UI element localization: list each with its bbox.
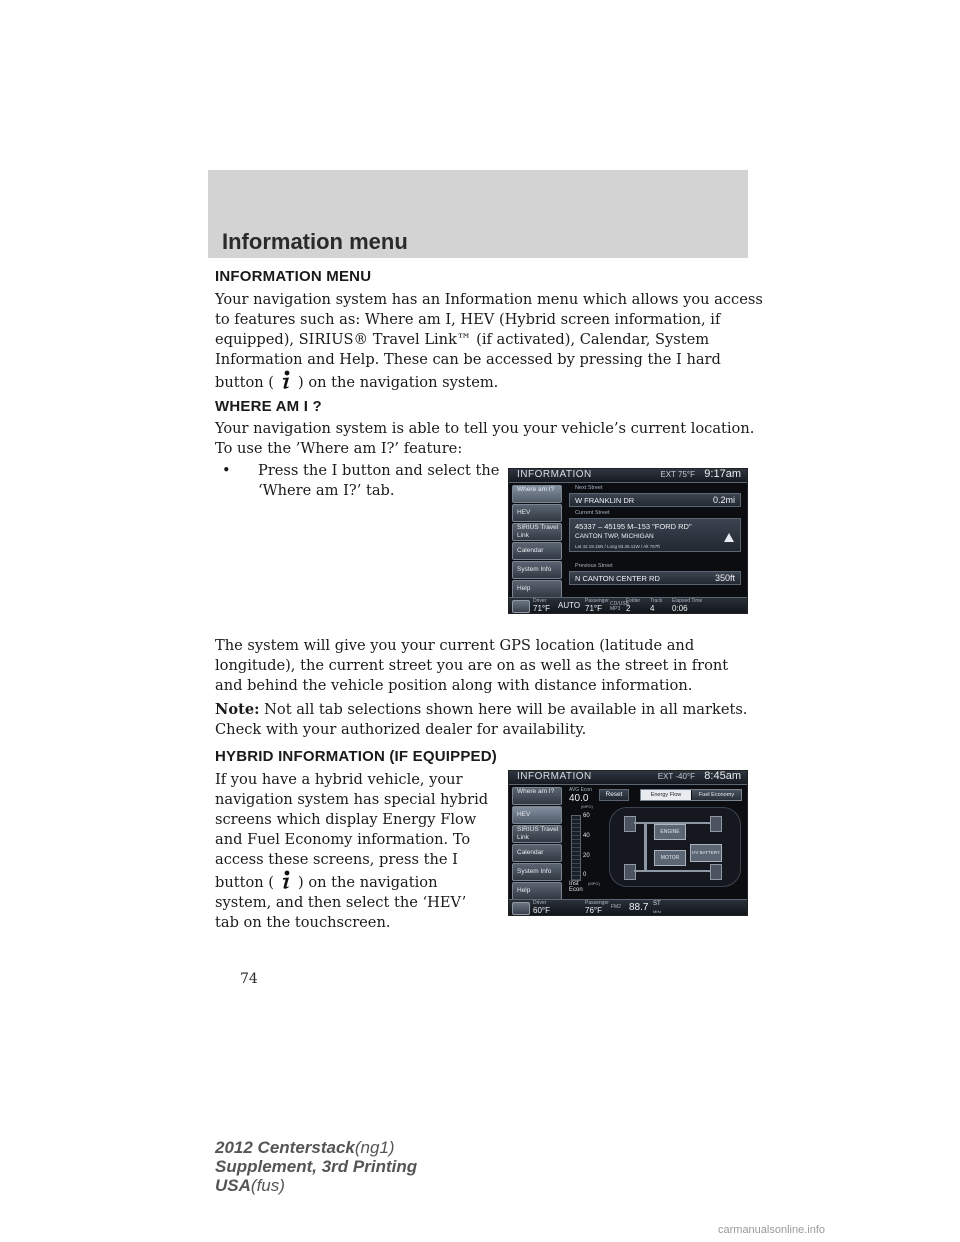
driver-temp: 60°F — [533, 906, 550, 915]
screen-temp: EXT 75°F — [660, 470, 695, 479]
footer-text: 2012 Centerstack — [215, 1138, 355, 1157]
track-label: Track — [650, 598, 663, 604]
footer-text: (ng1) — [354, 1138, 395, 1157]
tab-where-am-i: Where am I? — [512, 787, 562, 805]
gauge-tick-60: 60 — [583, 813, 590, 819]
current-city-value: CANTON TWP, MICHIGAN — [575, 533, 654, 540]
footer-text: (fus) — [250, 1176, 285, 1195]
energy-flow-tab: Energy Flow — [641, 790, 691, 800]
passenger-label: Passenger — [585, 900, 609, 906]
current-street-row — [569, 518, 741, 552]
front-wheel-left — [624, 816, 636, 832]
where-am-i-screenshot — [508, 468, 748, 614]
home-icon — [512, 600, 530, 613]
hev-screenshot — [508, 770, 748, 916]
screen-time: 9:17am — [704, 468, 741, 480]
text-line: The system will give you your current GPS location (latitude and — [215, 637, 695, 654]
text-fragment: button ( — [215, 874, 274, 891]
text-line: tab on the touchscreen. — [215, 914, 391, 931]
audio-source: CD/USB MP3 — [610, 601, 629, 612]
front-wheel-right — [710, 816, 722, 832]
tab-sirius-travel-link: SIRIUS Travel Link — [512, 825, 562, 843]
text-line: equipped), SIRIUS® Travel Link™ (if activated), Calendar, System — [215, 331, 710, 348]
energy-flow-diagram — [609, 807, 741, 887]
info-icon — [278, 370, 294, 390]
battery-block: HV BATTERY — [690, 844, 722, 862]
tab-help: Help — [512, 882, 562, 900]
passenger-temp: 71°F — [585, 604, 602, 613]
tab-calendar: Calendar — [512, 542, 562, 560]
driver-label: Driver — [533, 598, 547, 604]
text-line: longitude), the current street you are on as well as the street in front — [215, 657, 729, 674]
tab-calendar: Calendar — [512, 844, 562, 862]
text-line: Your navigation system has an Information menu which allows you access — [215, 291, 763, 308]
screen-footer — [509, 597, 747, 613]
heading-where-am-i: WHERE AM I ? — [215, 398, 322, 415]
driver-temp: 71°F — [533, 604, 550, 613]
section-title: Information menu — [222, 229, 408, 254]
tab-system-info: System Info — [512, 561, 562, 579]
paragraph-where-am-i — [215, 419, 754, 459]
text-line: and behind the vehicle position along with distance information. — [215, 677, 693, 694]
gauge-tick-20: 20 — [583, 853, 590, 859]
tab-system-info: System Info — [512, 863, 562, 881]
text-fragment: button ( — [215, 374, 274, 391]
bullet-text — [258, 461, 499, 501]
driver-label: Driver — [533, 900, 547, 906]
current-street-value: 45337 – 45195 M–153 "FORD RD" — [575, 522, 692, 531]
text-line: navigation system has special hybrid — [215, 791, 489, 808]
current-street-label: Current Street — [575, 510, 610, 516]
tab-where-am-i: Where am I? — [512, 485, 562, 503]
avg-econ-value: 40.0 — [569, 793, 589, 804]
text-line — [215, 370, 763, 393]
tab-sirius-travel-link: SIRIUS Travel Link — [512, 523, 562, 541]
text-fragment: Not all tab selections shown here will be available in all markets. — [259, 701, 748, 718]
previous-street-distance: 350ft — [714, 573, 735, 583]
engine-block: ENGINE — [654, 824, 686, 840]
bullet-marker: • — [222, 462, 231, 479]
next-street-distance: 0.2mi — [712, 495, 735, 505]
paragraph-gps-info — [215, 636, 728, 696]
climate-mode: AUTO — [558, 601, 581, 610]
text-fragment: ) on the navigation — [298, 874, 438, 891]
reset-button: Reset — [599, 789, 629, 801]
text-line — [215, 870, 488, 893]
text-line: access these screens, press the I — [215, 851, 458, 868]
document-footer — [215, 1138, 417, 1195]
vehicle-position-icon — [724, 533, 734, 542]
next-street-label: Next Street — [575, 485, 603, 491]
paragraph-hybrid-info — [215, 770, 488, 933]
text-line: If you have a hybrid vehicle, your — [215, 771, 463, 788]
text-line: Information and Help. These can be accessed by pressing the I hard — [215, 351, 721, 368]
screen-temp: EXT -40°F — [657, 772, 695, 781]
text-line: Your navigation system is able to tell you your vehicle’s current location. — [215, 420, 755, 437]
inst-econ-gauge — [571, 815, 581, 881]
frequency-unit: MHz — [653, 909, 662, 914]
avg-econ-unit: (MPG) — [581, 804, 593, 809]
gauge-tick-40: 40 — [583, 833, 590, 839]
previous-street-label: Previous Street — [575, 563, 613, 569]
heading-hybrid-info: HYBRID INFORMATION (IF EQUIPPED) — [215, 748, 497, 765]
screen-footer — [509, 899, 747, 915]
footer-line — [215, 1176, 417, 1195]
footer-line: Supplement, 3rd Printing — [215, 1157, 418, 1176]
footer-line — [215, 1138, 417, 1157]
passenger-temp: 76°F — [585, 906, 602, 915]
drive-shaft — [644, 824, 647, 870]
note-label: Note: — [215, 701, 260, 718]
rear-wheel-right — [710, 864, 722, 880]
tab-hev: HEV — [512, 806, 562, 824]
next-street-value: W FRANKLIN DR — [575, 496, 635, 505]
page-number: 74 — [240, 971, 258, 987]
text-line: Press the I button and select the — [258, 462, 500, 479]
folder-value: 2 — [626, 604, 631, 613]
inst-econ-label: Inst Econ — [569, 881, 583, 893]
screen-tab-list — [512, 485, 562, 599]
elapsed-label: Elapsed Time — [672, 598, 703, 604]
radio-band: FM2 — [611, 904, 621, 910]
heading-information-menu: INFORMATION MENU — [215, 268, 372, 285]
avg-econ-label: AVG Econ — [569, 787, 592, 793]
home-icon — [512, 902, 530, 915]
screen-time: 8:45am — [704, 770, 741, 782]
text-line: to features such as: Where am I, HEV (Hybrid screen information, if — [215, 311, 721, 328]
text-line: and Fuel Economy information. To — [215, 831, 471, 848]
screen-title: INFORMATION — [517, 771, 592, 782]
rear-axle — [634, 870, 710, 872]
gauge-tick-0: 0 — [583, 872, 587, 878]
motor-block: MOTOR — [654, 850, 686, 866]
text-fragment: ) on the navigation system. — [298, 374, 499, 391]
gps-coordinates: Lat 42.19.15N / Long 83.26.11W / Alt 767ft — [575, 544, 660, 549]
footer-text: USA — [215, 1176, 251, 1195]
text-line: Check with your authorized dealer for availability. — [215, 721, 587, 738]
folder-label: Folder — [626, 598, 641, 604]
text-line: ‘Where am I?’ tab. — [258, 482, 395, 499]
passenger-label: Passenger — [585, 598, 609, 604]
elapsed-value: 0:06 — [672, 604, 688, 613]
tab-help: Help — [512, 580, 562, 598]
track-value: 4 — [650, 604, 655, 613]
previous-street-value: N CANTON CENTER RD — [575, 574, 660, 583]
paragraph-information-menu — [215, 290, 763, 393]
text-line: To use the ’Where am I?’ feature: — [215, 440, 463, 457]
text-line — [215, 700, 747, 720]
info-icon — [278, 870, 294, 890]
hev-view-toggle — [640, 789, 742, 801]
radio-frequency: 88.7 — [629, 902, 649, 913]
fuel-economy-tab: Fuel Economy — [692, 790, 741, 800]
tab-hev: HEV — [512, 504, 562, 522]
screen-tab-list — [512, 787, 562, 901]
rear-wheel-left — [624, 864, 636, 880]
text-line: system, and then select the ‘HEV’ — [215, 894, 467, 911]
paragraph-note — [215, 700, 747, 740]
inst-econ-unit: (MPG) — [588, 881, 600, 886]
next-street-row — [569, 493, 741, 507]
watermark: carmanualsonline.info — [718, 1224, 826, 1236]
previous-street-row — [569, 571, 741, 585]
text-line: screens which display Energy Flow — [215, 811, 477, 828]
screen-title: INFORMATION — [517, 469, 592, 480]
stereo-indicator: ST — [653, 901, 661, 907]
